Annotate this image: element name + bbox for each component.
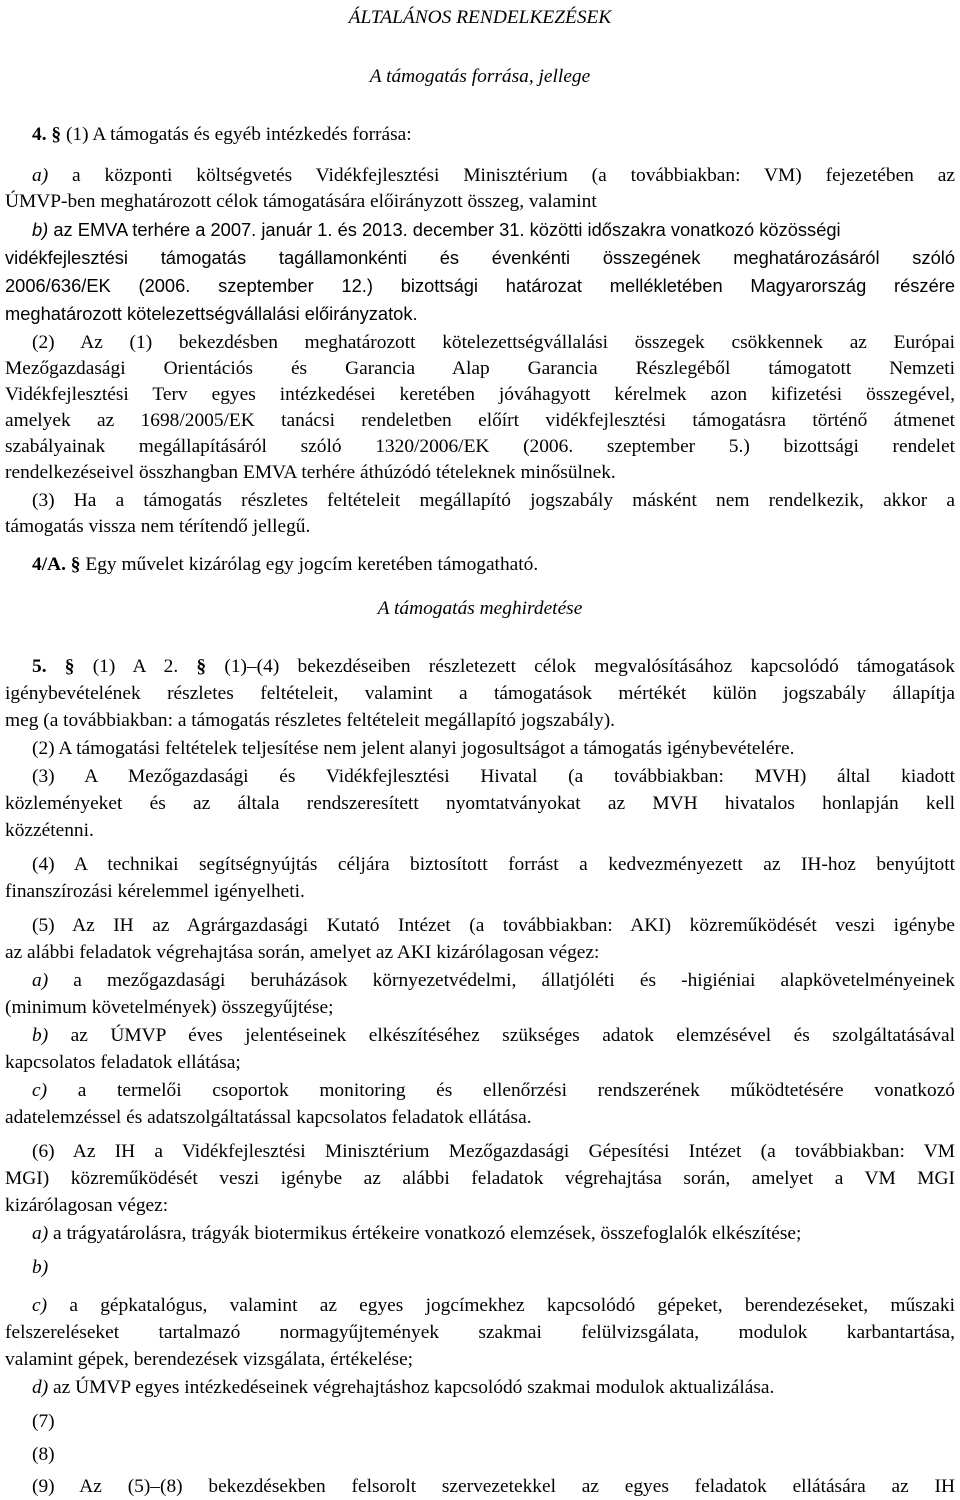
point-label: a): [32, 165, 49, 186]
section-mark: §: [196, 656, 207, 677]
point-text: az EMVA terhére a 2007. január 1. és 2013. december 31. közötti időszakra vonatkozó közösségi: [53, 219, 841, 240]
paragraph-line: Vidékfejlesztési Terv egyes intézkedései keretében jóváhagyott kérelmek azon kifizetési összegével,: [5, 384, 955, 405]
paragraph-line: amelyek az 1698/2005/EK tanácsi rendeletben előírt vidékfejlesztési támogatásra történő átmenet: [5, 410, 955, 431]
paragraph-text: Egy művelet kizárólag egy jogcím keretében támogatható.: [85, 554, 539, 575]
paragraph-line: kizárólagosan végez:: [5, 1195, 169, 1216]
section-5-paragraph-1: [32, 654, 955, 680]
point-text: a trágyatárolásra, trágyák biotermikus értékeire vonatkozó elemzések, összefoglalók elkészítése;: [53, 1223, 802, 1244]
point-label: a): [32, 970, 49, 991]
paragraph-text: (1)–(4) bekezdéseiben részletezett célok megvalósításához kapcsolódó támogatások: [224, 656, 956, 677]
paragraph-line: Mezőgazdasági Orientációs és Garancia Alap Garancia Részlegéből támogatott Nemzeti: [5, 358, 955, 379]
point-label: b): [32, 219, 49, 240]
point-text: a gépkatalógus, valamint az egyes jogcímekhez kapcsolódó gépeket, berendezéseket, műszaki: [69, 1295, 955, 1316]
point-label: c): [32, 1295, 48, 1316]
point-c-line: [32, 1293, 955, 1319]
subheading-source: A támogatás forrása, jellege: [369, 66, 591, 87]
section-4-paragraph-1: [32, 122, 412, 148]
heading-general: ÁLTALÁNOS RENDELKEZÉSEK: [348, 7, 612, 28]
paragraph-line: közzétenni.: [5, 820, 94, 841]
section-4-paragraph-3: (3) Ha a támogatás részletes feltételeit megállapító jogszabály másként nem rendelkezik, akkor a: [32, 490, 955, 511]
point-b-line: 2006/636/EK (2006. szeptember 12.) bizottsági határozat mellékletében Magyarország részére: [5, 275, 955, 296]
point-b-line: meghatározott kötelezettségvállalási előirányzatok.: [5, 303, 418, 324]
point-b-line: vidékfejlesztési támogatás tagállamonkénti és évenkénti összegének meghatározásáról szóló: [5, 247, 955, 268]
section-5-paragraph-7: (7): [32, 1411, 55, 1432]
section-mark: §: [64, 656, 75, 677]
paragraph-line: szabályainak megállapításáról szóló 1320/2006/EK (2006. szeptember 5.) bizottsági rendelet: [5, 436, 955, 457]
paragraph-line: támogatás vissza nem térítendő jellegű.: [5, 516, 311, 537]
section-mark: §: [70, 554, 81, 575]
point-a-line: [32, 163, 955, 189]
point-d-line: [32, 1375, 774, 1401]
paragraph-line: finanszírozási kérelemmel igényelheti.: [5, 881, 305, 902]
point-b-line: [32, 217, 841, 243]
section-number: 5.: [32, 656, 47, 677]
point-c-line: valamint gépek, berendezések vizsgálata, értékelése;: [5, 1349, 414, 1370]
section-5-paragraph-9: (9) Az (5)–(8) bekezdésekben felsorolt szervezetekkel az egyes feladatok ellátására az IH: [32, 1476, 955, 1497]
section-5-paragraph-3: (3) A Mezőgazdasági és Vidékfejlesztési Hivatal (a továbbiakban: MVH) által kiadott: [32, 766, 955, 787]
section-number: 4.: [32, 124, 47, 145]
point-text: a termelői csoportok monitoring és ellenőrzési rendszerének működtetésére vonatkozó: [77, 1080, 955, 1101]
point-a-line: [32, 968, 955, 994]
paragraph-text: (1) A támogatás és egyéb intézkedés forrása:: [65, 124, 412, 145]
point-b-line: [32, 1023, 955, 1049]
point-label: c): [32, 1080, 48, 1101]
point-text: az ÚMVP egyes intézkedéseinek végrehajtáshoz kapcsolódó szakmai modulok aktualizálása.: [53, 1377, 775, 1398]
point-label: d): [32, 1377, 49, 1398]
section-mark: §: [51, 124, 62, 145]
paragraph-text: (1) A 2.: [92, 656, 179, 677]
section-5-paragraph-5: (5) Az IH az Agrárgazdasági Kutató Intézet (a továbbiakban: AKI) közreműködését veszi igénybe: [32, 915, 955, 936]
point-b-line: kapcsolatos feladatok ellátása;: [5, 1052, 241, 1073]
paragraph-line: közleményeket és az általa rendszeresített nyomtatványokat az MVH hivatalos honlapján kell: [5, 793, 955, 814]
point-a-line: ÚMVP-ben meghatározott célok támogatására előirányzott összeg, valamint: [5, 191, 597, 212]
section-5-paragraph-4: (4) A technikai segítségnyújtás céljára biztosított forrást a kedvezményezett az IH-hoz benyújtott: [32, 854, 955, 875]
point-c-line: [32, 1078, 955, 1104]
section-4-paragraph-2: (2) Az (1) bekezdésben meghatározott kötelezettségvállalási összegek csökkennek az Európai: [32, 332, 955, 353]
point-text: a központi költségvetés Vidékfejlesztési Minisztérium (a továbbiakban: VM) fejezetében az: [72, 165, 955, 186]
point-text: az ÚMVP éves jelentéseinek elkészítéséhez szükséges adatok elemzésével és szolgáltatásával: [70, 1025, 955, 1046]
paragraph-line: meg (a továbbiakban: a támogatás részletes feltételeit megállapító jogszabály).: [5, 710, 616, 731]
section-4a: [32, 552, 538, 578]
point-c-line: felszereléseket tartalmazó normagyűjtemények szakmai felülvizsgálata, modulok karbantartása,: [5, 1322, 955, 1343]
section-5-paragraph-6: (6) Az IH a Vidékfejlesztési Minisztérium Mezőgazdasági Gépesítési Intézet (a továbbiakban: VM: [32, 1141, 955, 1162]
point-c-line: adatelemzéssel és adatszolgáltatással kapcsolatos feladatok ellátása.: [5, 1107, 532, 1128]
paragraph-line: igénybevételének részletes feltételeit, valamint a támogatások mértékét külön jogszabály állapítja: [5, 683, 955, 704]
paragraph-line: rendelkezéseivel összhangban EMVA terhére áthúzódó tételeknek minősülnek.: [5, 462, 616, 483]
point-b-label: b): [32, 1257, 49, 1278]
section-number: 4/A.: [32, 554, 66, 575]
paragraph-line: MGI) közreműködését veszi igénybe az alábbi feladatok végrehajtása során, amelyet a VM MGI: [5, 1168, 955, 1189]
section-5-paragraph-2: (2) A támogatási feltételek teljesítése nem jelent alanyi jogosultságot a támogatás igénybevételére.: [32, 738, 795, 759]
point-label: a): [32, 1223, 49, 1244]
paragraph-line: az alábbi feladatok végrehajtása során, amelyet az AKI kizárólagosan végez:: [5, 942, 600, 963]
point-text: a mezőgazdasági beruházások környezetvédelmi, állatjóléti és -higiéniai alapkövetelményeinek: [73, 970, 955, 991]
point-label: b): [32, 1025, 49, 1046]
section-5-paragraph-8: (8): [32, 1444, 55, 1465]
subheading-announcement: A támogatás meghirdetése: [377, 598, 583, 619]
point-a-line: (minimum követelmények) összegyűjtése;: [5, 997, 334, 1018]
point-a-line: [32, 1221, 801, 1247]
